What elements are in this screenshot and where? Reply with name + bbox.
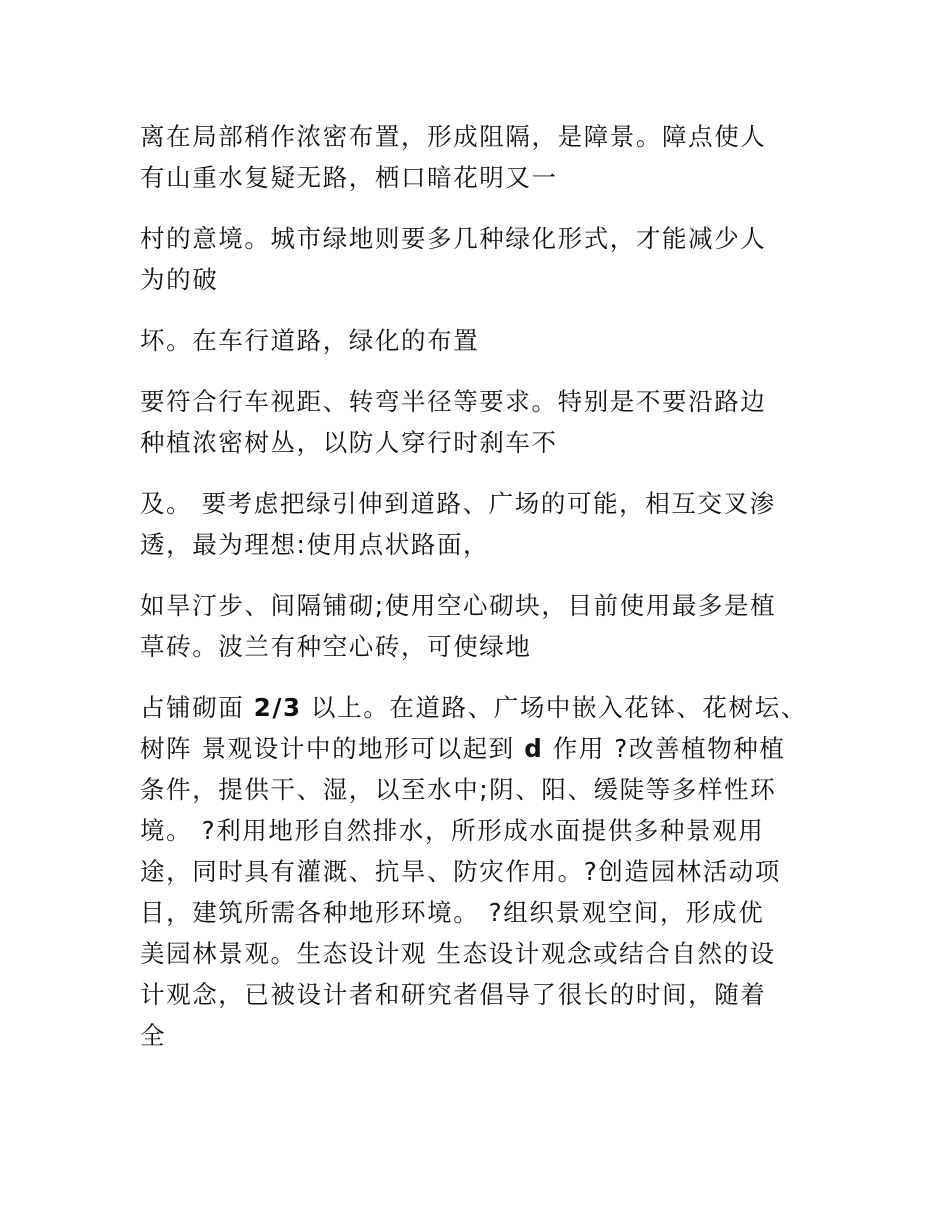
text-run: 占铺砌面 — [140, 693, 254, 722]
text-line: 种植浓密树丛，以防人穿行时刹车不 — [140, 428, 558, 457]
text-line — [140, 687, 820, 728]
text-line: 如旱汀步、间隔铺砌;使用空心砌块，目前使用最多是植 — [140, 591, 777, 620]
paragraph-3 — [140, 320, 820, 361]
text-line: 全 — [140, 1021, 167, 1050]
text-line: 草砖。波兰有种空心砖，可使绿地 — [140, 632, 532, 661]
text-line: 及。 要考虑把绿引伸到道路、广场的可能，相互交叉渗 — [140, 489, 776, 518]
text-line: 有山重水复疑无路，栖口暗花明又一 — [140, 163, 558, 192]
text-line — [140, 728, 820, 769]
bold-letter: d — [524, 734, 544, 763]
paragraph-2 — [140, 218, 820, 300]
paragraph-6 — [140, 585, 820, 667]
text-line: 要符合行车视距、转弯半径等要求。特别是不要沿路边 — [140, 387, 767, 416]
text-line: 离在局部稍作浓密布置，形成阻隔，是障景。障点使人 — [140, 122, 767, 151]
text-run: 作用 ?改善植物种植 — [543, 734, 786, 763]
paragraph-4 — [140, 381, 820, 463]
text-run: 树阵 景观设计中的地形可以起到 — [140, 734, 525, 763]
bold-fraction: 2/3 — [253, 693, 302, 722]
paragraph-5 — [140, 483, 820, 565]
text-line: 条件，提供干、湿，以至水中;阴、阳、缓陡等多样性环 — [140, 775, 777, 804]
text-line: 计观念，已被设计者和研究者倡导了很长的时间，随着 — [140, 980, 767, 1009]
text-run: 以上。在道路、广场中嵌入花钵、花树坛、 — [301, 693, 807, 722]
text-line: 为的破 — [140, 265, 219, 294]
text-line: 美园林景观。生态设计观 生态设计观念或结合自然的设 — [140, 939, 776, 968]
paragraph-7 — [140, 687, 820, 1056]
text-line: 透，最为理想:使用点状路面， — [140, 530, 490, 559]
text-line: 途，同时具有灌溉、抗旱、防灾作用。?创造园林活动项 — [140, 857, 782, 886]
paragraph-1 — [140, 116, 820, 198]
text-line: 境。 ?利用地形自然排水，所形成水面提供多种景观用 — [140, 816, 765, 845]
text-line: 坏。在车行道路，绿化的布置 — [140, 326, 480, 355]
text-line: 村的意境。城市绿地则要多几种绿化形式，才能减少人 — [140, 224, 767, 253]
document-body — [140, 116, 820, 1056]
text-line: 目，建筑所需各种地形环境。 ?组织景观空间，形成优 — [140, 898, 765, 927]
